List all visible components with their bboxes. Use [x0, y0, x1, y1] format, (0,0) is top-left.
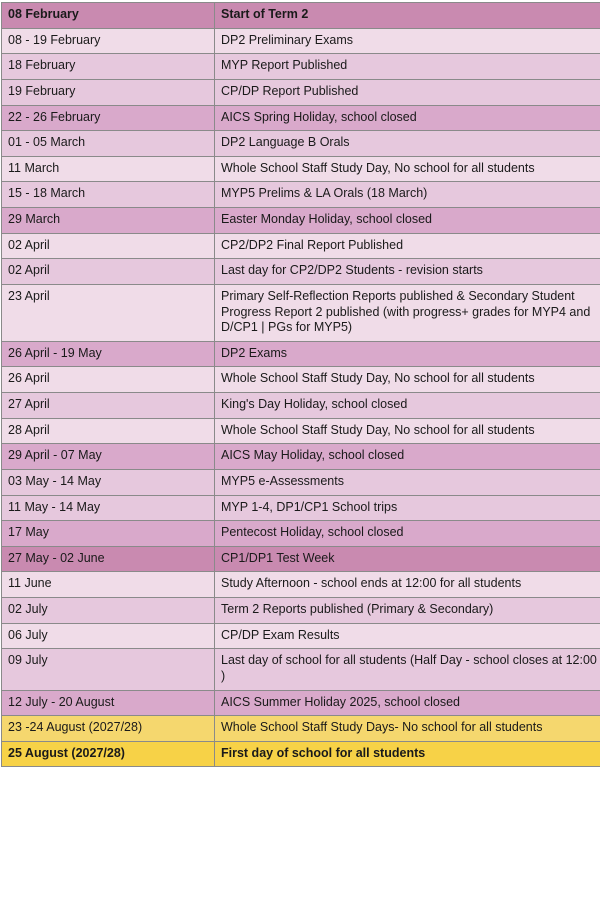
calendar-row [2, 367, 600, 393]
calendar-event-cell: Whole School Staff Study Day, No school for all students [215, 156, 600, 182]
calendar-date-cell: 29 April - 07 May [2, 444, 215, 470]
calendar-row [2, 233, 600, 259]
calendar-event-cell: Last day of school for all students (Half Day - school closes at 12:00 ) [215, 649, 600, 690]
calendar-row [2, 393, 600, 419]
calendar-date-cell: 02 April [2, 233, 215, 259]
calendar-event-cell: Whole School Staff Study Days- No school for all students [215, 716, 600, 742]
calendar-event-cell: AICS Spring Holiday, school closed [215, 105, 600, 131]
calendar-row [2, 690, 600, 716]
calendar-event-cell: Term 2 Reports published (Primary & Secondary) [215, 598, 600, 624]
calendar-event-cell: Start of Term 2 [215, 3, 600, 29]
calendar-row [2, 418, 600, 444]
calendar-date-cell: 29 March [2, 208, 215, 234]
calendar-date-cell: 02 April [2, 259, 215, 285]
calendar-row [2, 54, 600, 80]
calendar-row [2, 284, 600, 341]
calendar-date-cell: 09 July [2, 649, 215, 690]
calendar-event-cell: AICS May Holiday, school closed [215, 444, 600, 470]
calendar-row [2, 623, 600, 649]
calendar-event-cell: DP2 Exams [215, 341, 600, 367]
calendar-date-cell: 03 May - 14 May [2, 469, 215, 495]
calendar-event-cell: King's Day Holiday, school closed [215, 393, 600, 419]
calendar-event-cell: Last day for CP2/DP2 Students - revision starts [215, 259, 600, 285]
calendar-date-cell: 22 - 26 February [2, 105, 215, 131]
calendar-row [2, 444, 600, 470]
calendar-date-cell: 11 June [2, 572, 215, 598]
calendar-event-cell: Pentecost Holiday, school closed [215, 521, 600, 547]
calendar-row [2, 741, 600, 767]
calendar-row [2, 28, 600, 54]
calendar-event-cell: Easter Monday Holiday, school closed [215, 208, 600, 234]
calendar-event-cell: MYP5 Prelims & LA Orals (18 March) [215, 182, 600, 208]
calendar-date-cell: 18 February [2, 54, 215, 80]
calendar-row [2, 182, 600, 208]
calendar-date-cell: 06 July [2, 623, 215, 649]
calendar-date-cell: 12 July - 20 August [2, 690, 215, 716]
calendar-date-cell: 08 - 19 February [2, 28, 215, 54]
calendar-row [2, 469, 600, 495]
calendar-row [2, 341, 600, 367]
calendar-event-cell: Primary Self-Reflection Reports published & Secondary Student Progress Report 2 published (with progress+ grades for MYP4 and D/CP1 | PGs for MYP5) [215, 284, 600, 341]
calendar-date-cell: 26 April [2, 367, 215, 393]
calendar-event-cell: Whole School Staff Study Day, No school for all students [215, 418, 600, 444]
calendar-event-cell: MYP5 e-Assessments [215, 469, 600, 495]
calendar-date-cell: 23 -24 August (2027/28) [2, 716, 215, 742]
calendar-row [2, 572, 600, 598]
calendar-row [2, 716, 600, 742]
calendar-event-cell: AICS Summer Holiday 2025, school closed [215, 690, 600, 716]
calendar-event-cell: Study Afternoon - school ends at 12:00 for all students [215, 572, 600, 598]
term-calendar-table [1, 2, 600, 767]
calendar-date-cell: 01 - 05 March [2, 131, 215, 157]
calendar-event-cell: MYP Report Published [215, 54, 600, 80]
calendar-row [2, 79, 600, 105]
calendar-date-cell: 26 April - 19 May [2, 341, 215, 367]
calendar-date-cell: 27 May - 02 June [2, 546, 215, 572]
calendar-row [2, 649, 600, 690]
calendar-event-cell: CP/DP Exam Results [215, 623, 600, 649]
calendar-event-cell: DP2 Language B Orals [215, 131, 600, 157]
calendar-date-cell: 08 February [2, 3, 215, 29]
calendar-row [2, 208, 600, 234]
calendar-date-cell: 11 March [2, 156, 215, 182]
calendar-date-cell: 02 July [2, 598, 215, 624]
calendar-body [2, 3, 600, 767]
calendar-date-cell: 17 May [2, 521, 215, 547]
calendar-event-cell: CP/DP Report Published [215, 79, 600, 105]
calendar-event-cell: CP1/DP1 Test Week [215, 546, 600, 572]
calendar-date-cell: 19 February [2, 79, 215, 105]
calendar-row [2, 521, 600, 547]
calendar-row [2, 156, 600, 182]
calendar-date-cell: 28 April [2, 418, 215, 444]
calendar-date-cell: 11 May - 14 May [2, 495, 215, 521]
calendar-row [2, 131, 600, 157]
calendar-date-cell: 15 - 18 March [2, 182, 215, 208]
calendar-date-cell: 23 April [2, 284, 215, 341]
calendar-row [2, 495, 600, 521]
calendar-row [2, 105, 600, 131]
calendar-event-cell: Whole School Staff Study Day, No school for all students [215, 367, 600, 393]
calendar-event-cell: CP2/DP2 Final Report Published [215, 233, 600, 259]
calendar-event-cell: First day of school for all students [215, 741, 600, 767]
calendar-header-row [2, 3, 600, 29]
calendar-row [2, 546, 600, 572]
calendar-event-cell: MYP 1-4, DP1/CP1 School trips [215, 495, 600, 521]
calendar-event-cell: DP2 Preliminary Exams [215, 28, 600, 54]
calendar-row [2, 598, 600, 624]
calendar-date-cell: 25 August (2027/28) [2, 741, 215, 767]
calendar-date-cell: 27 April [2, 393, 215, 419]
calendar-row [2, 259, 600, 285]
